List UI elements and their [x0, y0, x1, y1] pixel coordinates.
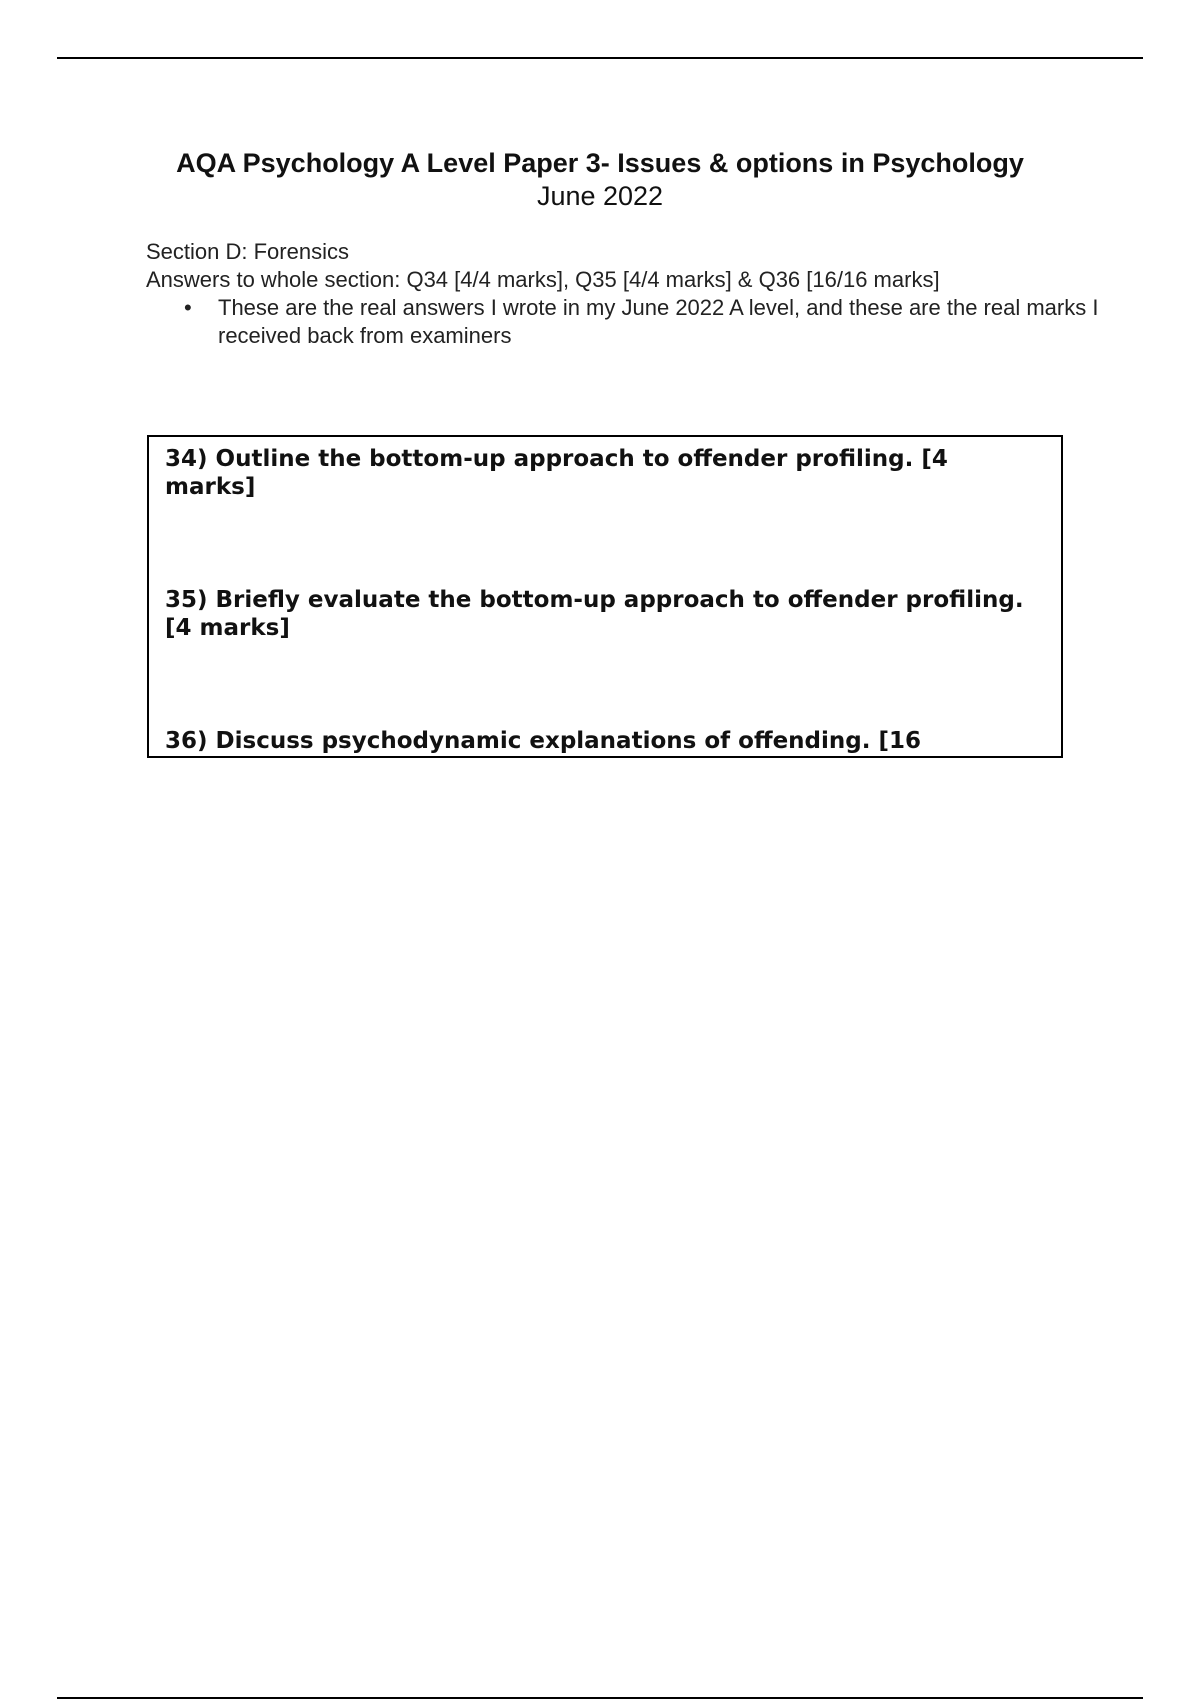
- bottom-rule: [57, 1697, 1143, 1699]
- intro-bullet-list: [146, 294, 1106, 350]
- questions-box: [147, 435, 1063, 758]
- intro-section: [146, 238, 1106, 350]
- question-36: 36) Discuss psychodynamic explanations of offending. [16: [165, 728, 922, 754]
- question-34: 34) Outline the bottom-up approach to offender profiling. [4 marks]: [165, 446, 948, 500]
- answers-summary: Answers to whole section: Q34 [4/4 marks], Q35 [4/4 marks] & Q36 [16/16 marks]: [146, 267, 940, 292]
- bullet-icon: •: [184, 295, 192, 320]
- top-rule: [57, 57, 1143, 59]
- section-label: Section D: Forensics: [146, 239, 349, 264]
- document-title: AQA Psychology A Level Paper 3- Issues & options in Psychology: [176, 148, 1024, 178]
- bullet-text: These are the real answers I wrote in my June 2022 A level, and these are the real marks I received back from examiners: [218, 295, 1099, 348]
- intro-bullet-item: [146, 294, 1106, 350]
- document-date: June 2022: [536, 181, 664, 211]
- question-35: 35) Briefly evaluate the bottom-up approach to offender profiling. [4 marks]: [165, 587, 1024, 641]
- document-title-block: [100, 146, 1100, 212]
